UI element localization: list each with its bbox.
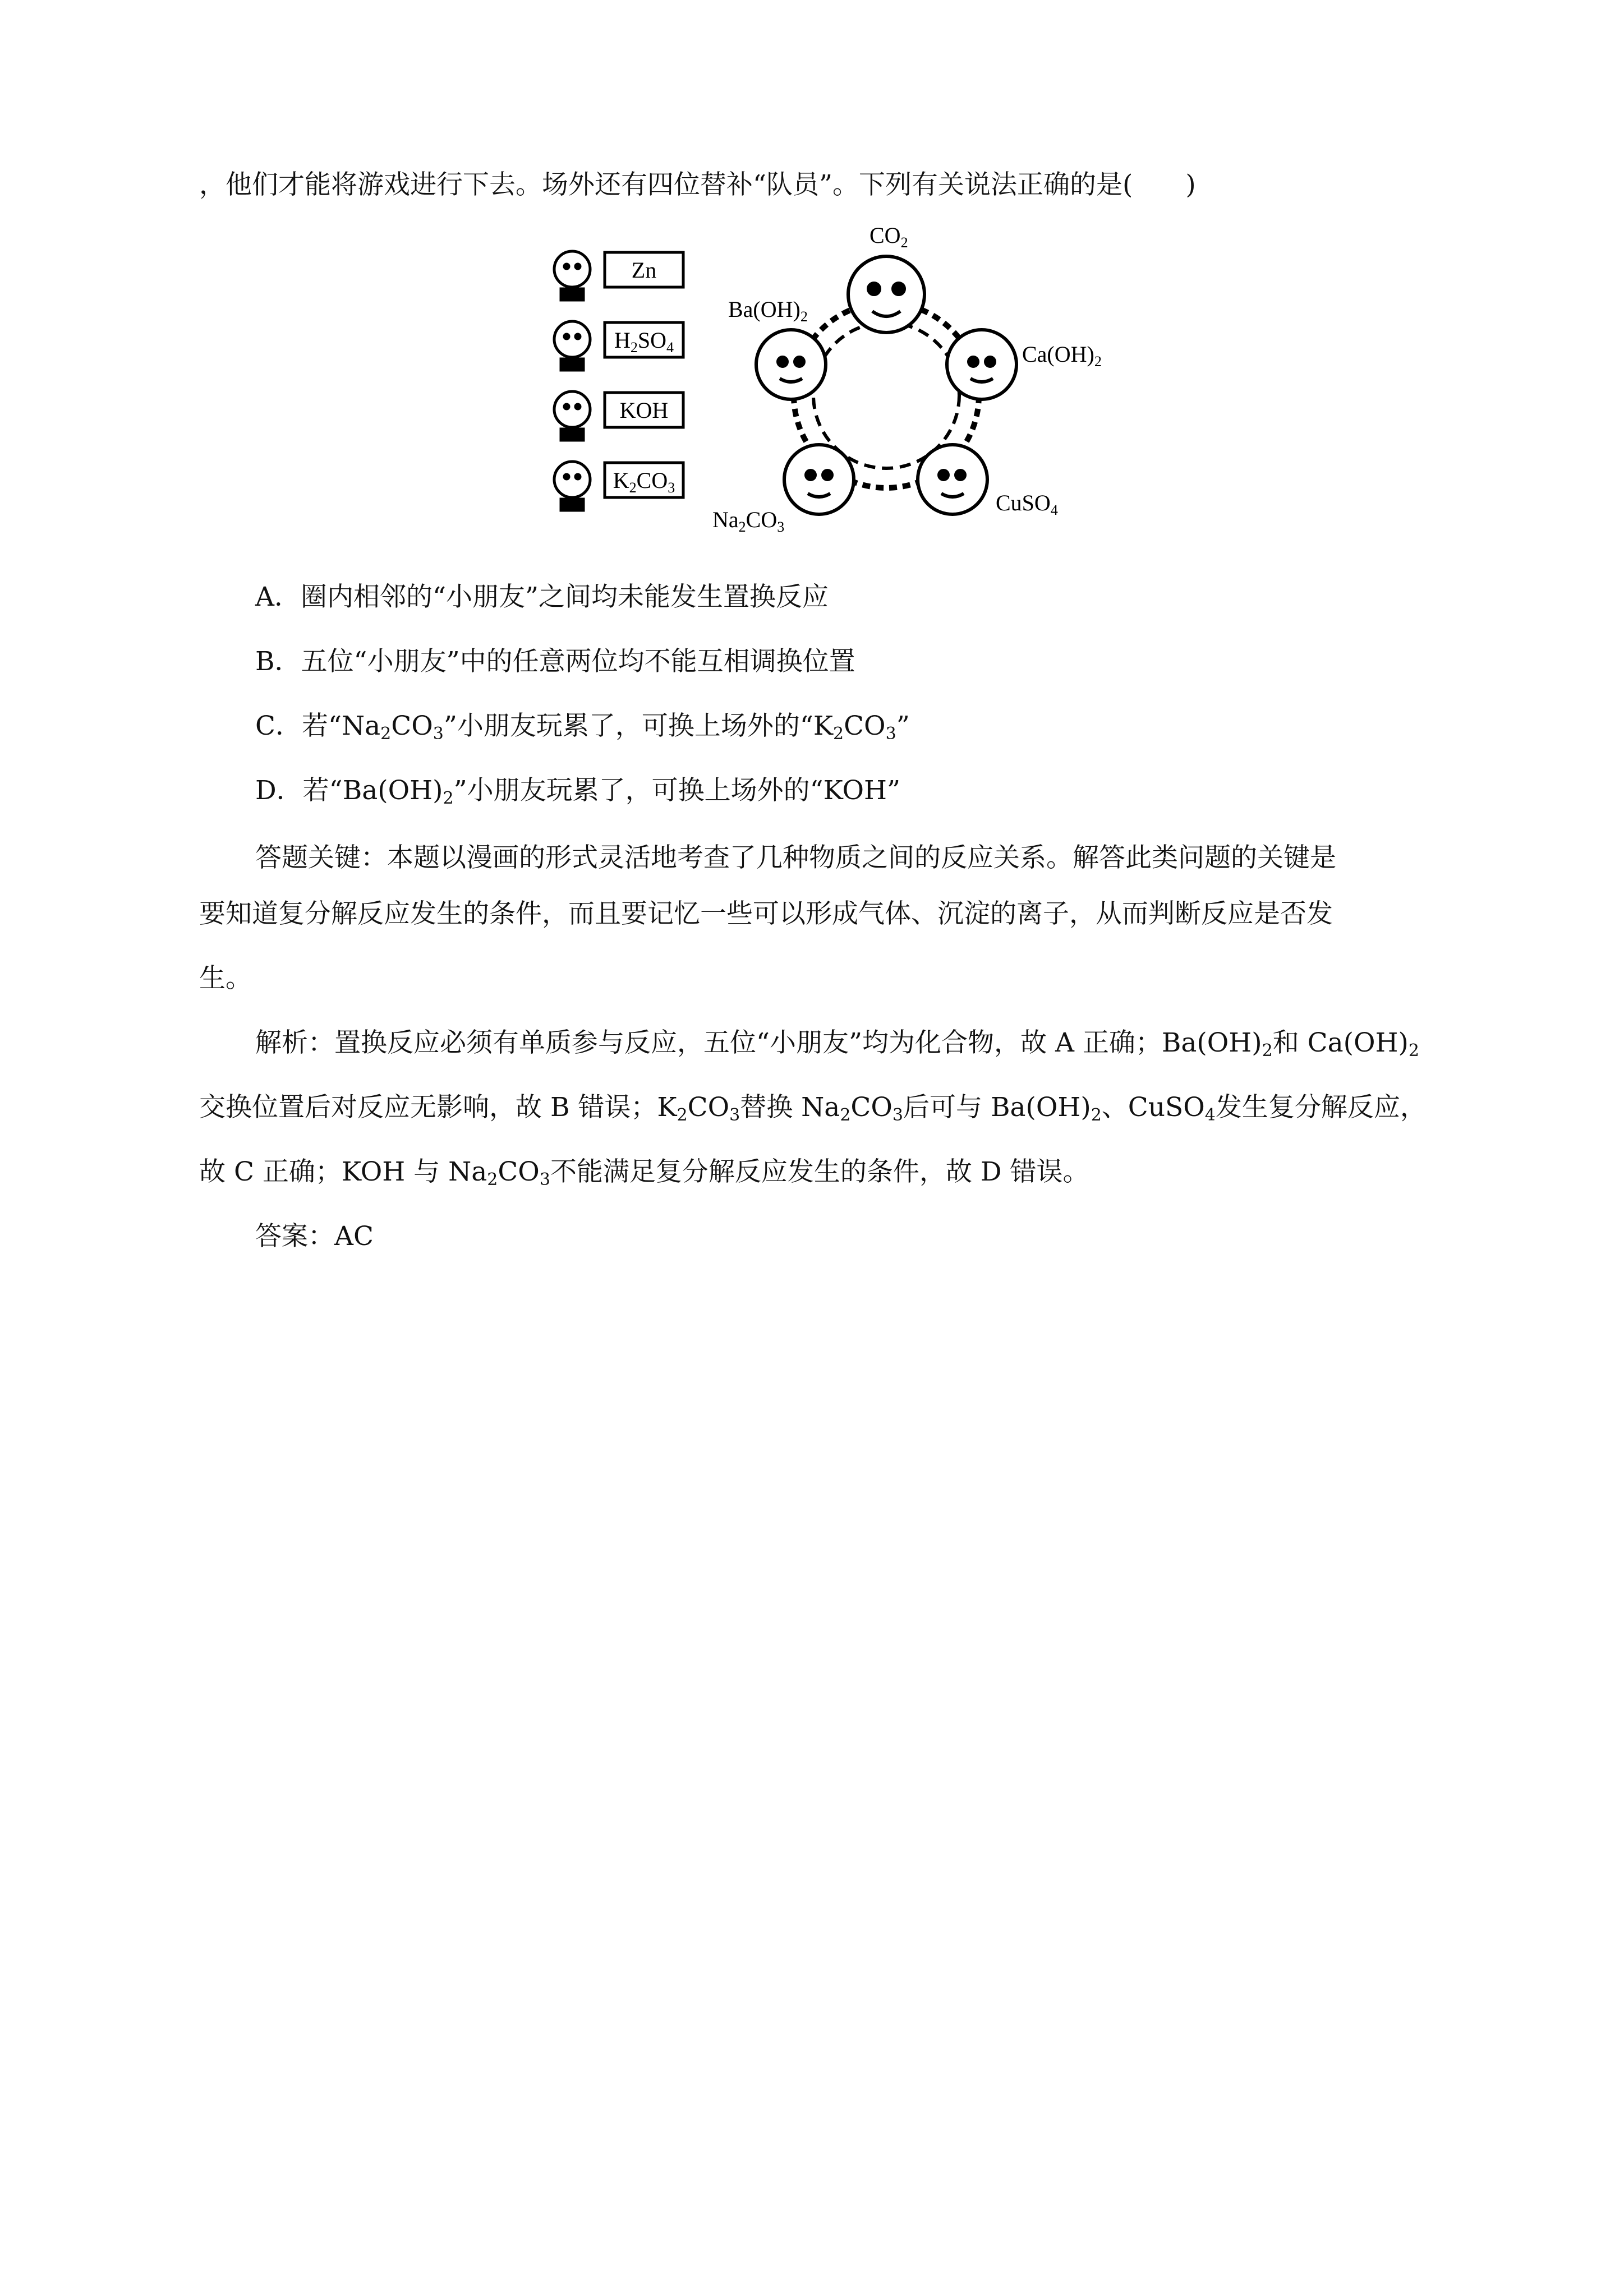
label-cuso4: CuSO$_4$: [996, 490, 1058, 518]
caoh2-kid-icon: [947, 330, 1016, 399]
player-ring: [756, 256, 1016, 514]
label-caoh2: $Ca(OH)_2$: [1022, 342, 1102, 370]
label-na2co3: $Na_2CO_3$: [712, 507, 785, 535]
option-c: C．若“$Na_2CO_3$”小朋友玩累了，可换上场外的“$K_2CO_3$”: [255, 711, 910, 744]
substitute-koh: KOH: [619, 398, 669, 423]
question-intro: ，他们才能将游戏进行下去。场外还有四位替补“队员”。下列有关说法正确的是( ): [199, 169, 1196, 200]
label-co2: $CO_2$: [869, 223, 908, 251]
option-d: D．若“$Ba(OH)_2$”小朋友玩累了，可换上场外的“KOH”: [255, 775, 901, 808]
reaction-ring-figure: [539, 222, 1167, 552]
analysis-line-2: 交换位置后对反应无影响，故 B 错误；$K_2CO_3$替换 $Na_2CO_3$后可与 $Ba(OH)_2$、CuSO$_4$发生复分解反应，: [199, 1092, 1427, 1125]
analysis-line-3: 故 C 正确；KOH 与 $Na_2CO_3$不能满足复分解反应发生的条件，故 D 错误。: [199, 1156, 1089, 1190]
na2co3-kid-icon: [784, 445, 854, 514]
analysis-line-1: 解析：置换反应必须有单质参与反应，五位“小朋友”均为化合物，故 A 正确；$Ba(OH)_2$和 $Ca(OH)_2$: [255, 1027, 1419, 1061]
substitute-h2so4: $H_2SO_4$: [614, 328, 674, 356]
substitute-kid-icon: [554, 391, 590, 440]
key-line-2: 要知道复分解反应发生的条件，而且要记忆一些可以形成气体、沉淀的离子，从而判断反应是否发: [199, 898, 1333, 929]
baoh2-kid-icon: [756, 330, 826, 399]
key-line-1: 答题关键：本题以漫画的形式灵活地考查了几种物质之间的反应关系。解答此类问题的关键是: [255, 842, 1336, 873]
substitute-zn: Zn: [631, 257, 657, 283]
label-baoh2: $Ba(OH)_2$: [728, 297, 808, 325]
substitute-kid-icon: [554, 321, 590, 370]
substitute-k2co3: $K_2CO_3$: [613, 468, 675, 496]
key-line-3: 生。: [199, 963, 252, 994]
figure-drawing: [539, 222, 1167, 552]
substitute-kid-icon: [554, 462, 590, 510]
substitute-kid-icon: [554, 251, 590, 300]
option-a: A．圈内相邻的“小朋友”之间均未能发生置换反应: [255, 582, 829, 612]
cuso4-kid-icon: [918, 445, 987, 514]
co2-kid-icon: [848, 256, 924, 333]
answer: 答案：AC: [255, 1221, 374, 1252]
option-b: B．五位“小朋友”中的任意两位均不能互相调换位置: [255, 646, 855, 677]
